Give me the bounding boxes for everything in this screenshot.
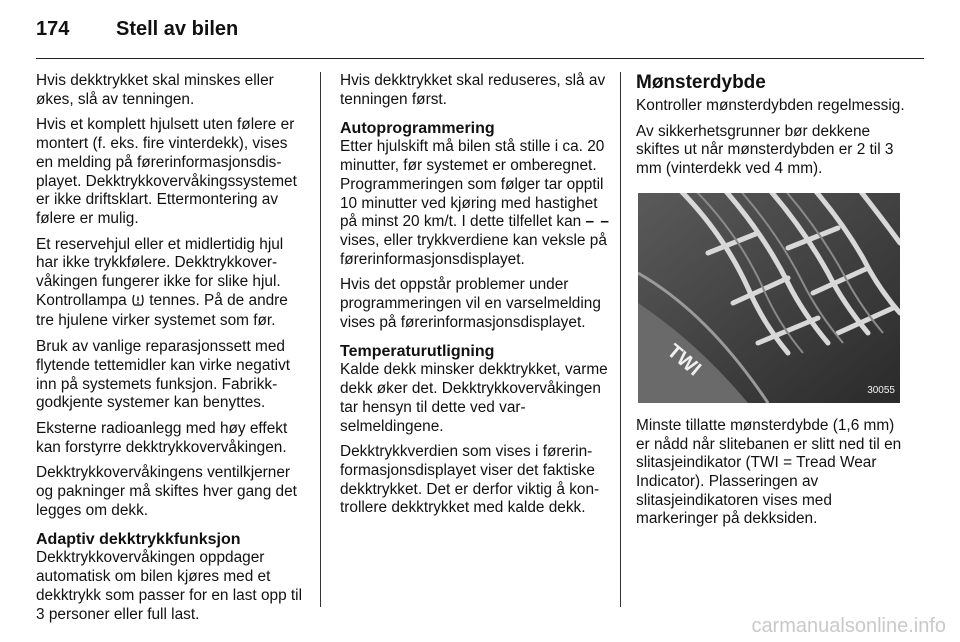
section-heading: Mønsterdybde — [636, 72, 766, 93]
page-number: 174 — [36, 18, 70, 40]
paragraph: Kalde dekk minsker dekktrykket, varme dekk øker det. Dekktrykkovervåkingen tar hensyn til dette ved varselmeldingene. — [340, 361, 608, 435]
section-heading: Temperaturutligning — [340, 343, 495, 361]
paragraph-text: vises, eller trykkverdiene kan veksle på førerinformasjonsdisplayet. — [340, 231, 607, 268]
paragraph: Hvis dekktrykket skal reduseres, slå av tenningen først. — [340, 72, 606, 108]
paragraph — [340, 138, 610, 269]
paragraph: Eksterne radioanlegg med høy effekt kan forstyrre dekktrykkovervåkingen. — [36, 419, 288, 456]
section-heading: Adaptiv dekktrykkfunksjon — [36, 531, 241, 549]
paragraph: Hvis et komplett hjulsett uten følere er montert (f. eks. fire vinterdekk), vises en melding på førerinformasjonsdisplayet. Dekktrykkovervåkingssystemet er ikke driftsklart. Ettermontering av følere er mulig. — [36, 116, 297, 227]
paragraph: Hvis dekktrykket skal minskes eller økes, slå av tenningen. — [36, 72, 274, 108]
column-3 — [636, 72, 906, 536]
column-1 — [36, 72, 306, 631]
paragraph: Dekktrykkverdien som vises i førerinformasjonsdisplayet viser det faktiske dekktrykket. Det er derfor viktig å kontrollere dekktrykket med kalde dekk. — [340, 443, 600, 517]
paragraph: Minste tillatte mønsterdybde (1,6 mm) er nådd når slitebanen er slitt ned til en slitasjeindikator (TWI = Tread Wear Indicator). Plasseringen av slitasjeindikatoren vises med markeringer på dekksiden. — [636, 416, 902, 528]
paragraph-text: tennes. På de andre tre hjulene virker systemet som før. — [36, 291, 288, 330]
page-header — [36, 18, 238, 52]
column-divider — [320, 72, 321, 607]
figure-code: 30055 — [867, 385, 895, 397]
page-title: Stell av bilen — [116, 18, 239, 40]
column-2 — [340, 72, 610, 525]
paragraph — [36, 236, 306, 332]
paragraph: Hvis det oppstår problemer under programmeringen vil en varselmelding vises på førerinformasjonsdisplayet. — [340, 276, 601, 331]
dash-display-icon: – – — [585, 213, 610, 231]
paragraph-text: Etter hjulskift må bilen stå stille i ca. 20 minutter, før systemet er omberegnet. Programmeringen som følger tar opptil 10 minutter ved kjøring med hastighet på minst 20 km/t. I dette tilfellet kan — [340, 138, 605, 231]
paragraph: Dekktrykkovervåkingens ventilkjerner og pakninger må skiftes hver gang det legges om dekk. — [36, 464, 297, 519]
paragraph: Dekktrykkovervåkingen oppdager automatisk om bilen kjøres med et dekktrykk som passer for en last opp til 3 personer eller full last. — [36, 549, 303, 623]
watermark: carmanualsonline.info — [751, 615, 946, 637]
column-divider — [620, 72, 621, 607]
tire-tread-figure — [638, 193, 900, 403]
paragraph: Bruk av vanlige reparasjonssett med flytende tettemidler kan virke negativt inn på systemets funksjon. Fabrikkgodkjente systemer kan benyttes. — [36, 338, 291, 412]
header-rule — [36, 58, 924, 59]
paragraph: Kontroller mønsterdybden regelmessig. — [636, 97, 905, 114]
twi-marking: TWI — [662, 339, 706, 381]
section-heading: Autoprogrammering — [340, 120, 495, 138]
tpms-warning-icon — [131, 293, 145, 313]
paragraph: Av sikkerhetsgrunner bør dekkene skiftes ut når mønsterdybden er 2 til 3 mm (vinterdekk ved 4 mm). — [636, 122, 894, 178]
paragraph-text: Et reservehjul eller et midlertidig hjul har ikke trykkfølere. Dekktrykkovervåkingen fungerer ikke for slike hjul. Kontrollampa — [36, 235, 284, 309]
tire-tread-illustration — [638, 193, 900, 403]
